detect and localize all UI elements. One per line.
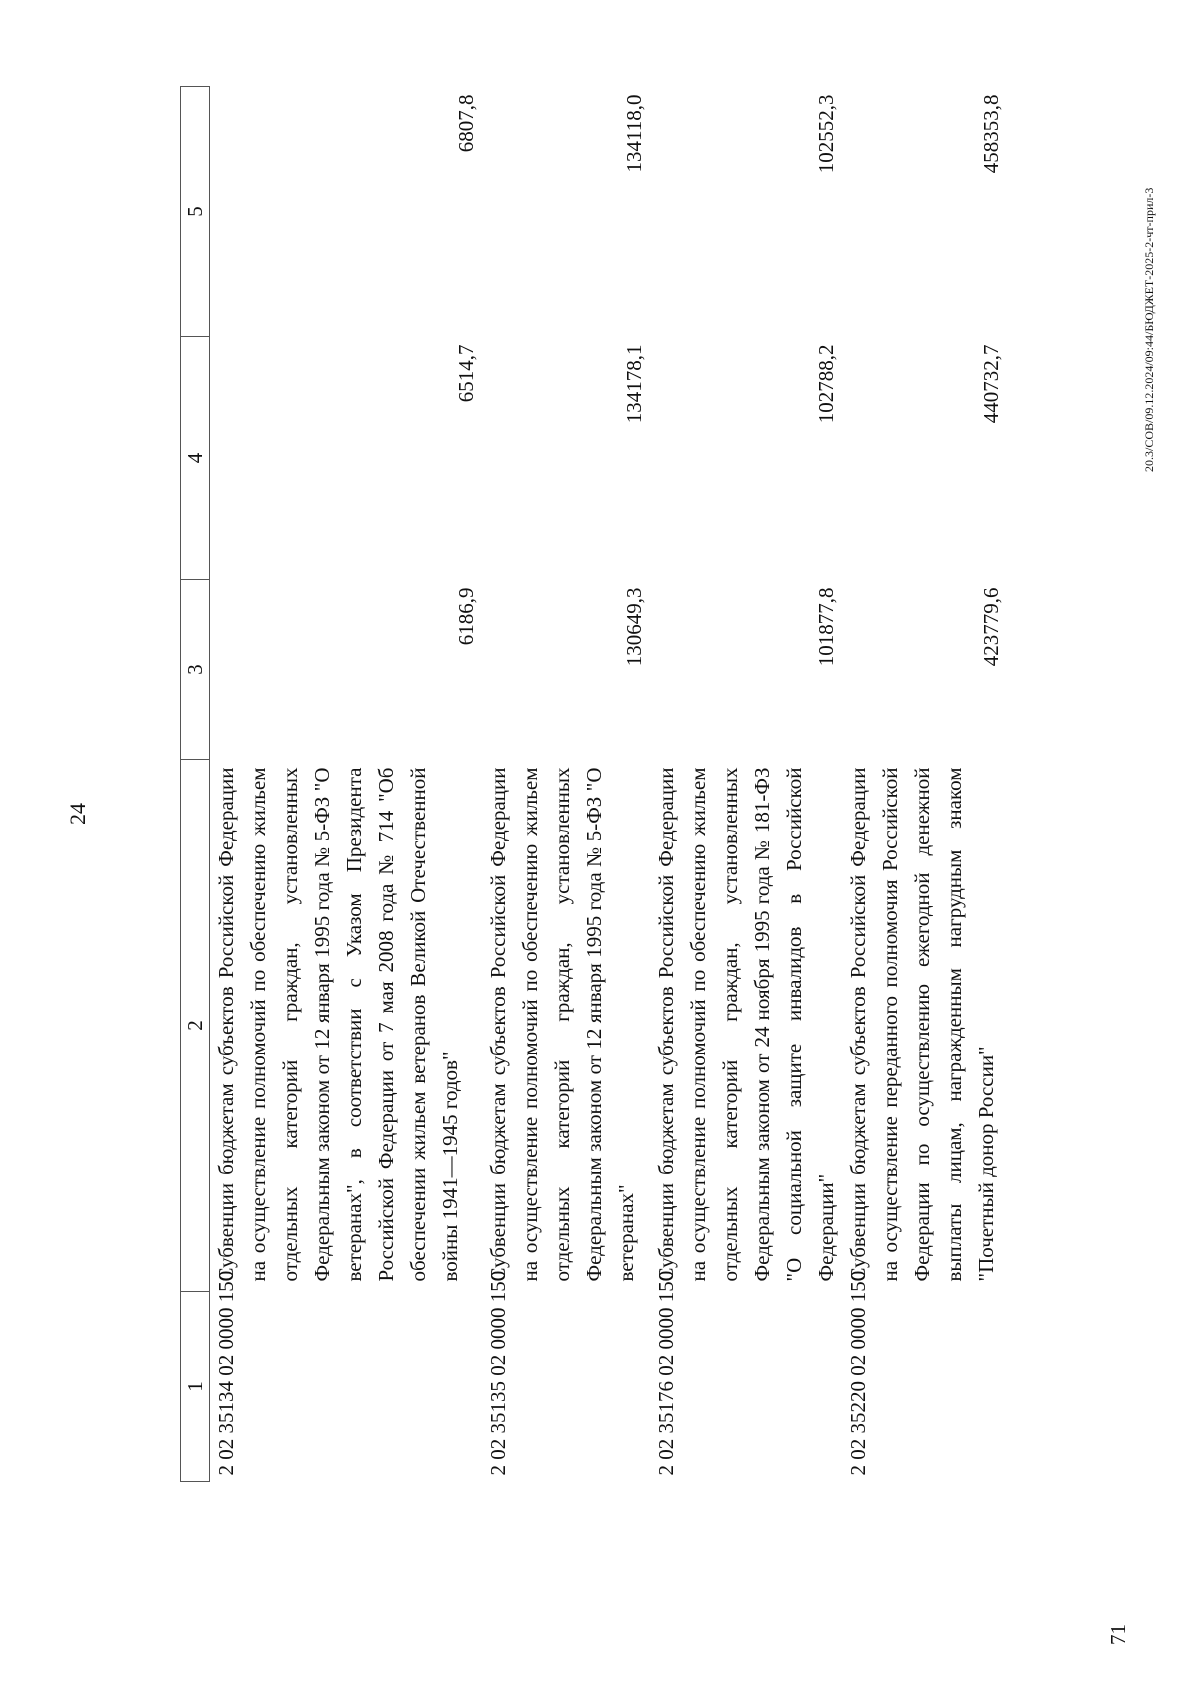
- value-col5: 134118,0: [622, 94, 646, 173]
- value-col4: 102788,2: [814, 344, 838, 424]
- row-description: Субвенции бюджетам субъектов Российской Федерации на осуществление полномочий по обеспечению жильем отдельных категорий граждан, установленных Федеральным законом от 12 января 1995 года № 5-ФЗ "О ветеранах", в соответствии с Указом Президента Российской Федерации от 7 мая 2008 года № 714 "Об обеспечении жильем ветеранов Великой Отечественной войны 1941—1945 годов": [214, 767, 462, 1282]
- value-col4: 440732,7: [979, 344, 1003, 424]
- page-number: 24: [65, 803, 90, 825]
- budget-code: 2 02 35220 02 0000 150: [846, 1270, 870, 1476]
- value-col3: 130649,3: [622, 587, 646, 667]
- table-row: [482, 87, 650, 1482]
- value-col4: 134178,1: [622, 344, 646, 424]
- value-col3: 101877,8: [814, 587, 838, 667]
- table-row: [210, 87, 483, 1482]
- budget-table: [180, 86, 1007, 1482]
- column-header-2: 2: [181, 760, 210, 1292]
- table-header-row: [181, 87, 210, 1482]
- value-col4: 6514,7: [454, 344, 478, 403]
- column-header-3: 3: [181, 580, 210, 760]
- value-col5: 6807,8: [454, 94, 478, 153]
- value-col5: 458353,8: [979, 94, 1003, 174]
- table-row: [650, 87, 842, 1482]
- row-description: Субвенции бюджетам субъектов Российской Федерации на осуществление переданного полномочия Российской Федерации по осуществлению ежегодной денежной выплаты лицам, награжденным нагрудным знаком "Почетный донор России": [846, 767, 998, 1282]
- row-description: Субвенции бюджетам субъектов Российской Федерации на осуществление полномочий по обеспечению жильем отдельных категорий граждан, установленных Федеральным законом от 24 ноября 1995 года № 181-ФЗ "О социальной защите инвалидов в Российской Федерации": [654, 767, 838, 1282]
- budget-code: 2 02 35134 02 0000 150: [214, 1270, 238, 1476]
- column-header-1: 1: [181, 1292, 210, 1482]
- value-col3: 423779,6: [979, 587, 1003, 667]
- row-description: Субвенции бюджетам субъектов Российской Федерации на осуществление полномочий по обеспечению жильем отдельных категорий граждан, установленных Федеральным законом от 12 января 1995 года № 5-ФЗ "О ветеранах": [486, 767, 638, 1282]
- budget-code: 2 02 35176 02 0000 150: [654, 1270, 678, 1476]
- column-header-5: 5: [181, 87, 210, 337]
- footer-code: 20.3/СОВ/09.12.2024/09:44/БЮДЖЕТ-2025-2-чт-прил-3: [1142, 187, 1156, 472]
- value-col3: 6186,9: [454, 587, 478, 646]
- sheet-number: 71: [1106, 1624, 1130, 1645]
- table-row: [842, 87, 1007, 1482]
- column-header-4: 4: [181, 337, 210, 580]
- budget-code: 2 02 35135 02 0000 150: [486, 1270, 510, 1476]
- value-col5: 102552,3: [814, 94, 838, 174]
